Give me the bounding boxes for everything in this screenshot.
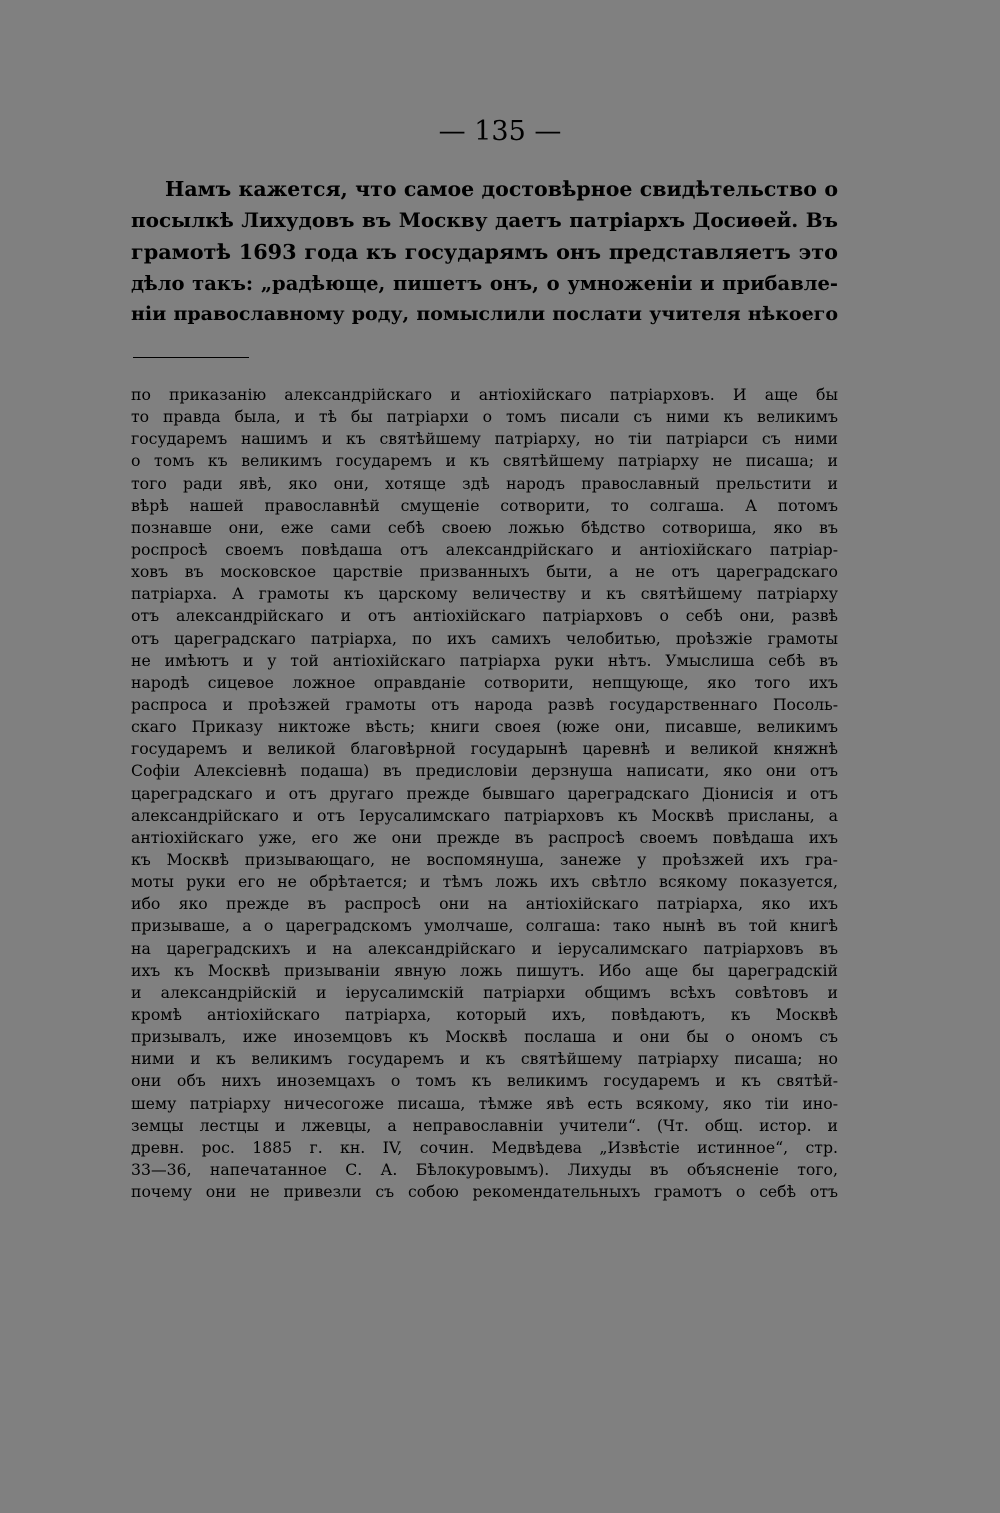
footnote-line: они объ нихъ иноземцахъ о томъ къ великимъ государемъ и къ святѣй- [131, 1071, 838, 1091]
footnote-line: цареградскаго и отъ другаго прежде бывшаго цареградскаго Діонисія и отъ [131, 783, 838, 803]
footnote-line: почему они не привезли съ собою рекомендательныхъ грамотъ о себѣ отъ [131, 1182, 838, 1202]
page-number: — 135 — [438, 116, 562, 147]
main-text-line: ніи православному роду, помыслили послати учителя нѣкоего [131, 303, 838, 326]
footnote-line: древн. рос. 1885 г. кн. IV, сочин. Медвѣдева „Извѣстіе истинное“, стр. [131, 1137, 838, 1157]
footnote-line: не имѣютъ и у той антіохійскаго патріарха руки нѣтъ. Умыслиша себѣ въ [131, 650, 838, 670]
footnote-line: распроса и проѣзжей грамоты отъ народа развѣ государственнаго Посоль- [131, 694, 838, 714]
footnote-line: моты руки его не обрѣтается; и тѣмъ ложь ихъ свѣтло всякому показуется, [131, 872, 838, 892]
footnote-line: антіохійскаго уже, его же они прежде въ распросѣ своемъ повѣдаша ихъ [131, 827, 838, 847]
footnote-line: къ Москвѣ призывающаго, не воспомянуша, занеже у проѣзжей ихъ гра- [131, 849, 838, 869]
footnote-line: государемъ нашимъ и къ святѣйшему патріарху, но тіи патріарси съ ними [131, 429, 838, 449]
footnote-line: на цареградскихъ и на александрійскаго и іерусалимскаго патріарховъ въ [131, 938, 838, 958]
main-text-line: грамотѣ 1693 года къ государямъ онъ представляетъ это [131, 239, 838, 264]
footnote-line: призываше, а о цареградскомъ умолчаше, солгаша: тако нынѣ въ той книгѣ [131, 916, 838, 936]
footnote-line: ховъ въ московское царствіе призванныхъ быти, а не отъ цареградскаго [131, 562, 838, 582]
footnote-line: ними и къ великимъ государемъ и къ святѣйшему патріарху писаша; но [131, 1049, 838, 1069]
footnote-separator-rule [133, 357, 249, 358]
footnote-line: того ради явѣ, яко они, хотяще здѣ народъ православный прельстити и [131, 473, 838, 493]
footnote-line: Софіи Алексіевнѣ подаша) въ предисловіи дерзнуша написати, яко они отъ [131, 761, 838, 781]
footnote-line: по приказанію александрійскаго и антіохійскаго патріарховъ. И аще бы [131, 385, 838, 404]
main-text-line: Намъ кажется, что самое достовѣрное свидѣтельство о [165, 177, 838, 201]
footnote-line: познавше они, еже сами себѣ своею ложью бѣдство сотвориша, яко въ [131, 517, 838, 537]
footnote-line: отъ цареградскаго патріарха, по ихъ самихъ челобитью, проѣзжіе грамоты [131, 628, 838, 648]
footnote-line: вѣрѣ нашей православнѣй смущеніе сотворити, то солгаша. А потомъ [131, 495, 838, 515]
footnote-line: 33—36, напечатанное С. А. Бѣлокуровымъ). Лихуды въ объясненіе того, [131, 1159, 838, 1179]
footnote-line: ихъ къ Москвѣ призываніи явную ложь пишутъ. Ибо аще бы цареградскій [131, 960, 838, 980]
footnote-line: государемъ и великой благовѣрной государынѣ царевнѣ и великой княжнѣ [131, 739, 838, 759]
footnote-line: призывалъ, иже иноземцовъ къ Москвѣ послаша и они бы о ономъ съ [131, 1027, 838, 1047]
footnote-line: роспросѣ своемъ повѣдаша отъ александрійскаго и антіохійскаго патріар- [131, 539, 838, 559]
footnote-text [131, 384, 838, 1203]
footnote-line: кромѣ антіохійскаго патріарха, который ихъ, повѣдаютъ, къ Москвѣ [131, 1004, 838, 1024]
footnote-line: отъ александрійскаго и отъ антіохійскаго патріарховъ о себѣ они, развѣ [131, 606, 838, 626]
footnote-line: ибо яко прежде въ распросѣ они на антіохійскаго патріарха, яко ихъ [131, 894, 838, 914]
footnote-line: земцы лестцы и лжевцы, а неправославніи учители“. (Чт. общ. истор. и [131, 1115, 838, 1135]
main-text-line: дѣло такъ: „радѣюще, пишетъ онъ, о умноженіи и прибавле- [131, 271, 838, 295]
footnote-line: о томъ къ великимъ государемъ и къ святѣйшему патріарху не писаша; и [131, 451, 838, 471]
footnote-line: скаго Приказу никтоже вѣсть; книги своея (юже они, писавше, великимъ [131, 717, 838, 737]
footnote-line: народѣ сицевое ложное оправданіе сотворити, непщующе, яко того ихъ [131, 672, 838, 692]
footnote-line: и александрійскій и іерусалимскій патріархи общимъ всѣхъ совѣтовъ и [131, 982, 838, 1002]
footnote-line: шему патріарху ничесогоже писаша, тѣмже явѣ есть всякому, яко тіи ино- [131, 1093, 838, 1113]
footnote-line: александрійскаго и отъ Іерусалимскаго патріарховъ къ Москвѣ присланы, а [131, 805, 838, 825]
main-text-paragraph [131, 174, 838, 330]
footnote-line: патріарха. А грамоты къ царскому величеству и къ святѣйшему патріарху [131, 584, 838, 604]
footnote-line: то правда была, и тѣ бы патріархи о томъ писали съ ними къ великимъ [131, 407, 838, 427]
main-text-line: посылкѣ Лихудовъ въ Москву даетъ патріархъ Досиѳей. Въ [131, 208, 838, 233]
